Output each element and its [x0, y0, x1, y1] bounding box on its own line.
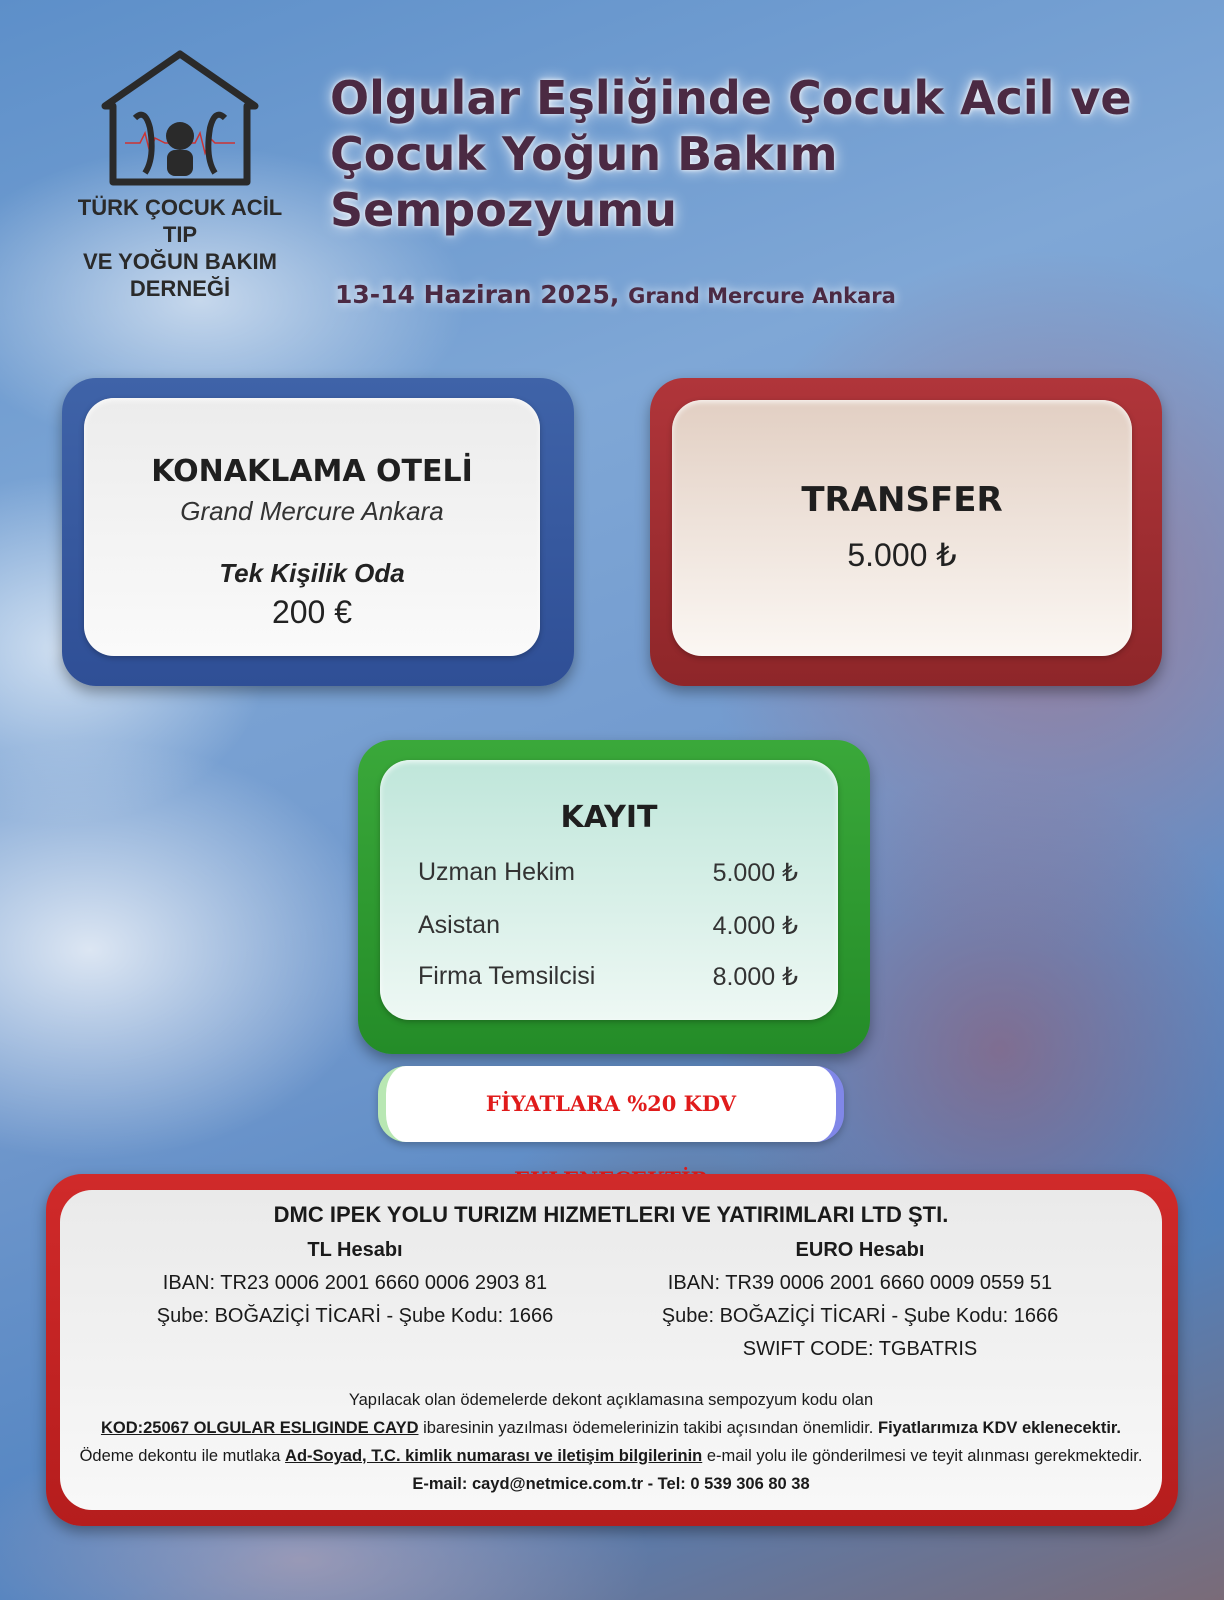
payment-note-line: [60, 1414, 1162, 1442]
hotel-card: [62, 378, 574, 686]
transfer-price: 5.000 ₺: [847, 537, 957, 573]
fee-label: Asistan: [418, 911, 500, 939]
event-title-line: Olgular Eşliğinde Çocuk Acil ve: [330, 71, 1132, 125]
tl-account-heading: TL Hesabı: [307, 1239, 403, 1261]
company-name: DMC IPEK YOLU TURIZM HIZMETLERI VE YATIRIMLARI LTD ŞTI.: [273, 1202, 949, 1227]
room-price: 200 €: [271, 594, 353, 630]
house-family-logo-icon: [95, 48, 265, 188]
event-date: 13-14 Haziran 2025,: [335, 280, 620, 309]
logo-text-line: DERNEĞİ: [129, 276, 231, 301]
contact-info: E-mail: cayd@netmice.com.tr - Tel: 0 539 306 80 38: [412, 1475, 810, 1493]
required-info: Ad-Soyad, T.C. kimlik numarası ve iletişim bilgilerinin: [285, 1447, 703, 1465]
tl-branch: Şube: BOĞAZİÇİ TİCARİ - Şube Kodu: 1666: [156, 1305, 554, 1327]
tl-account: [105, 1234, 605, 1333]
bank-info-panel: [60, 1190, 1162, 1510]
vat-notice-badge: FİYATLARA %20 KDV: [378, 1066, 844, 1142]
registration-card: [358, 740, 870, 1054]
bank-info-card: [46, 1174, 1178, 1526]
event-title-line: Çocuk Yoğun Bakım: [330, 127, 838, 181]
hotel-card-title: KONAKLAMA OTELİ: [151, 454, 473, 489]
fee-price: 8.000 ₺: [712, 963, 798, 991]
euro-swift: SWIFT CODE: TGBATRIS: [742, 1338, 978, 1360]
transfer-card-title: TRANSFER: [801, 480, 1003, 520]
payment-note-text: Ödeme dekontu ile mutlaka: [79, 1447, 286, 1465]
euro-account-heading: EURO Hesabı: [795, 1239, 925, 1261]
event-title-line: Sempozyumu: [330, 183, 677, 237]
payment-note-line: [60, 1442, 1162, 1470]
payment-note-text: ibaresinin yazılması ödemelerinizin takibi açısından önemlidir.: [418, 1419, 878, 1437]
payment-note-text: e-mail yolu ile gönderilmesi ve teyit alınması gerekmektedir.: [702, 1447, 1143, 1465]
registration-card-panel: [380, 760, 838, 1020]
transfer-card: [650, 378, 1162, 686]
payment-note-line: Yapılacak olan ödemelerde dekont açıklamasına sempozyum kodu olan: [348, 1391, 874, 1409]
fee-label: Firma Temsilcisi: [418, 962, 596, 990]
room-type: Tek Kişilik Oda: [219, 558, 405, 588]
euro-branch: Şube: BOĞAZİÇİ TİCARİ - Şube Kodu: 1666: [661, 1305, 1059, 1327]
hotel-card-panel: [84, 398, 540, 656]
fee-label: Uzman Hekim: [418, 858, 575, 886]
association-logo: [60, 48, 300, 302]
payment-note: [60, 1386, 1162, 1498]
euro-iban: IBAN: TR39 0006 2001 6660 0009 0559 51: [667, 1272, 1053, 1294]
event-venue: Grand Mercure Ankara: [628, 284, 896, 308]
event-title: [330, 70, 1180, 238]
hotel-name: Grand Mercure Ankara: [180, 496, 444, 526]
event-date-venue: [335, 280, 896, 309]
fee-price: 4.000 ₺: [712, 912, 798, 940]
vat-remark: Fiyatlarımıza KDV eklenecektir.: [877, 1419, 1122, 1437]
tl-iban: IBAN: TR23 0006 2001 6660 0006 2903 81: [162, 1272, 548, 1294]
transfer-card-panel: [672, 400, 1132, 656]
payment-code: KOD:25067 OLGULAR ESLIGINDE CAYD: [100, 1419, 419, 1437]
logo-text-line: VE YOĞUN BAKIM: [83, 249, 277, 274]
euro-account: [610, 1234, 1110, 1366]
logo-text-line: TÜRK ÇOCUK ACİL TIP: [77, 195, 283, 247]
registration-card-title: KAYIT: [560, 800, 658, 835]
fee-price: 5.000 ₺: [712, 859, 798, 887]
